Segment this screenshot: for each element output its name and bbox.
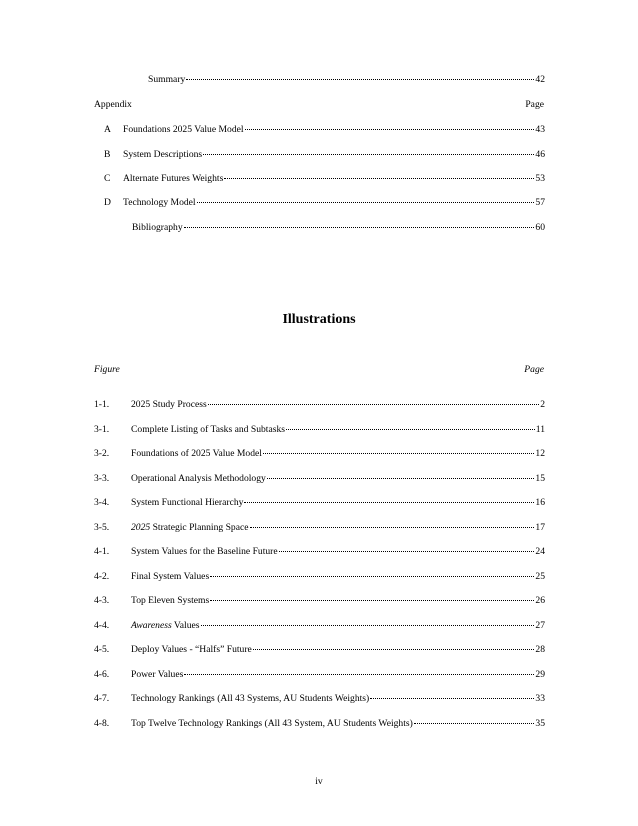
page-header: Page [525,99,544,110]
figure-entry [94,473,545,484]
toc-entry-page: 53 [535,173,545,184]
figure-number: 4-8. [94,718,110,729]
figure-page: 29 [535,669,545,680]
figure-entry [94,424,545,435]
figure-page: 24 [535,546,545,557]
page-header: Page [524,364,544,375]
figure-label: Top Eleven Systems [131,595,210,606]
dot-leader [244,502,534,503]
figure-label: System Functional Hierarchy [131,497,244,508]
figure-page: 11 [535,424,545,435]
figure-entry [94,522,545,533]
figure-page: 2 [540,399,545,410]
figure-label: Strategic Planning Space [150,522,249,533]
dot-leader [253,649,535,650]
dot-leader [203,154,534,155]
appendix-header: Appendix [94,99,132,110]
figure-number: 3-4. [94,497,110,508]
figure-entry [94,595,545,606]
figure-header: Figure [94,364,120,375]
toc-entry-page: 57 [535,197,545,208]
dot-leader [267,478,535,479]
figure-page: 26 [535,595,545,606]
figure-entry [94,620,545,631]
toc-entry-page: 60 [535,222,545,233]
toc-entry-bibliography [132,222,545,233]
dot-leader [370,698,534,699]
dot-leader [184,227,535,228]
figure-entry [94,644,545,655]
figure-entry [94,571,545,582]
dot-leader [186,79,534,80]
figure-number: 3-1. [94,424,110,435]
toc-entry-appendix-a [104,124,545,135]
dot-leader [279,551,535,552]
page-number: iv [315,776,323,787]
figure-entry [94,497,545,508]
figure-number: 3-5. [94,522,110,533]
dot-leader [414,723,535,724]
figure-number: 4-7. [94,693,110,704]
figure-number: 4-5. [94,644,110,655]
figure-entry [94,399,545,410]
figure-number: 4-2. [94,571,110,582]
dot-leader [210,600,534,601]
figure-number: 4-3. [94,595,110,606]
dot-leader [184,674,534,675]
toc-entry-page: 43 [535,124,545,135]
figure-number: 4-6. [94,669,110,680]
toc-entry-label: Alternate Futures Weights [123,173,224,184]
figure-page: 16 [535,497,545,508]
figure-page: 25 [535,571,545,582]
figure-page: 28 [535,644,545,655]
figure-label: Final System Values [131,571,210,582]
figure-label: Power Values [131,669,184,680]
figure-number: 4-4. [94,620,110,631]
dot-leader [224,178,534,179]
toc-entry-label: Technology Model [123,197,196,208]
dot-leader [245,129,535,130]
figure-page: 33 [535,693,545,704]
figure-label-italic: 2025 [131,522,151,533]
dot-leader [286,429,535,430]
dot-leader [201,625,535,626]
dot-leader [197,202,535,203]
toc-entry-summary [148,74,545,85]
figure-page: 35 [535,718,545,729]
figure-label: Values [171,620,200,631]
toc-entry-appendix-b [104,149,545,160]
figure-entry [94,546,545,557]
toc-entry-page: 42 [535,74,545,85]
figure-label: Complete Listing of Tasks and Subtasks [131,424,285,435]
dot-leader [250,527,535,528]
figure-label: Technology Rankings (All 43 Systems, AU Students Weights) [131,693,370,704]
toc-entry-page: 46 [535,149,545,160]
figure-number: 1-1. [94,399,110,410]
figure-label: Top Twelve Technology Rankings (All 43 System, AU Students Weights) [131,718,413,729]
dot-leader [208,404,540,405]
figure-label: Deploy Values - “Halfs” Future [131,644,252,655]
toc-entry-label: Bibliography [132,222,183,233]
figure-label: Operational Analysis Methodology [131,473,266,484]
figure-entry [94,718,545,729]
figure-page: 15 [535,473,545,484]
appendix-letter: C [104,173,111,184]
toc-entry-appendix-c [104,173,545,184]
toc-entry-label: Foundations 2025 Value Model [123,124,244,135]
figure-entry [94,448,545,459]
toc-entry-label: System Descriptions [123,149,203,160]
dot-leader [210,576,534,577]
figure-label: Foundations of 2025 Value Model [131,448,262,459]
figure-entry [94,669,545,680]
appendix-letter: B [104,149,111,160]
figure-entry [94,693,545,704]
figure-page: 27 [535,620,545,631]
appendix-letter: D [104,197,111,208]
toc-entry-appendix-d [104,197,545,208]
illustrations-title: Illustrations [282,312,356,327]
toc-entry-label: Summary [148,74,186,85]
figure-number: 3-2. [94,448,110,459]
figure-label: System Values for the Baseline Future [131,546,278,557]
figure-page: 17 [535,522,545,533]
figure-number: 3-3. [94,473,110,484]
figure-number: 4-1. [94,546,110,557]
figure-label: 2025 Study Process [131,399,207,410]
appendix-letter: A [104,124,111,135]
figure-page: 12 [535,448,545,459]
dot-leader [263,453,534,454]
figure-label-italic: Awareness [131,620,172,631]
